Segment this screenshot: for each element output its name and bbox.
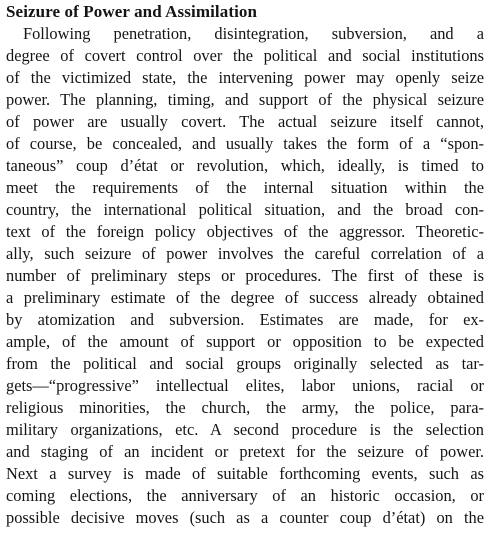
body-line: text of the foreign policy objectives of the aggressor. Theoretic- [6, 222, 484, 241]
body-line: meet the requirements of the internal situation within the [6, 178, 484, 197]
body-line: of power are usually covert. The actual seizure itself cannot, [6, 112, 484, 131]
body-line: religious minorities, the church, the army, the police, para- [6, 398, 484, 417]
body-line: gets—“progressive” intellectual elites, labor unions, racial or [6, 376, 484, 395]
body-line: a preliminary estimate of the degree of success already obtained [6, 288, 484, 307]
body-line: ally, such seizure of power involves the careful correlation of a [6, 244, 484, 263]
body-line: by atomization and subversion. Estimates are made, for ex- [6, 310, 484, 329]
body-line: from the political and social groups originally selected as tar- [6, 354, 484, 373]
body-line: ample, of the amount of support or opposition to be expected [6, 332, 484, 351]
body-line: of course, be concealed, and usually takes the form of a “spon- [6, 134, 484, 153]
section-heading: Seizure of Power and Assimilation [6, 2, 258, 21]
body-line: possible decisive moves (such as a counter coup d’état) on the [6, 508, 484, 527]
body-line: taneous” coup d’état or revolution, which, ideally, is timed to [6, 156, 484, 175]
body-line: number of preliminary steps or procedures. The first of these is [6, 266, 484, 285]
body-line: and staging of an incident or pretext for the seizure of power. [6, 442, 484, 461]
body-line: of the victimized state, the intervening power may openly seize [6, 68, 484, 87]
body-line: degree of covert control over the political and social institutions [6, 46, 484, 65]
body-line: coming elections, the anniversary of an historic occasion, or [6, 486, 484, 505]
body-line: military organizations, etc. A second procedure is the selection [6, 420, 484, 439]
body-line: country, the international political situation, and the broad con- [6, 200, 484, 219]
body-line: Next a survey is made of suitable forthcoming events, such as [6, 464, 484, 483]
body-line: power. The planning, timing, and support of the physical seizure [6, 90, 484, 109]
body-line: Following penetration, disintegration, subversion, and a [23, 24, 484, 43]
